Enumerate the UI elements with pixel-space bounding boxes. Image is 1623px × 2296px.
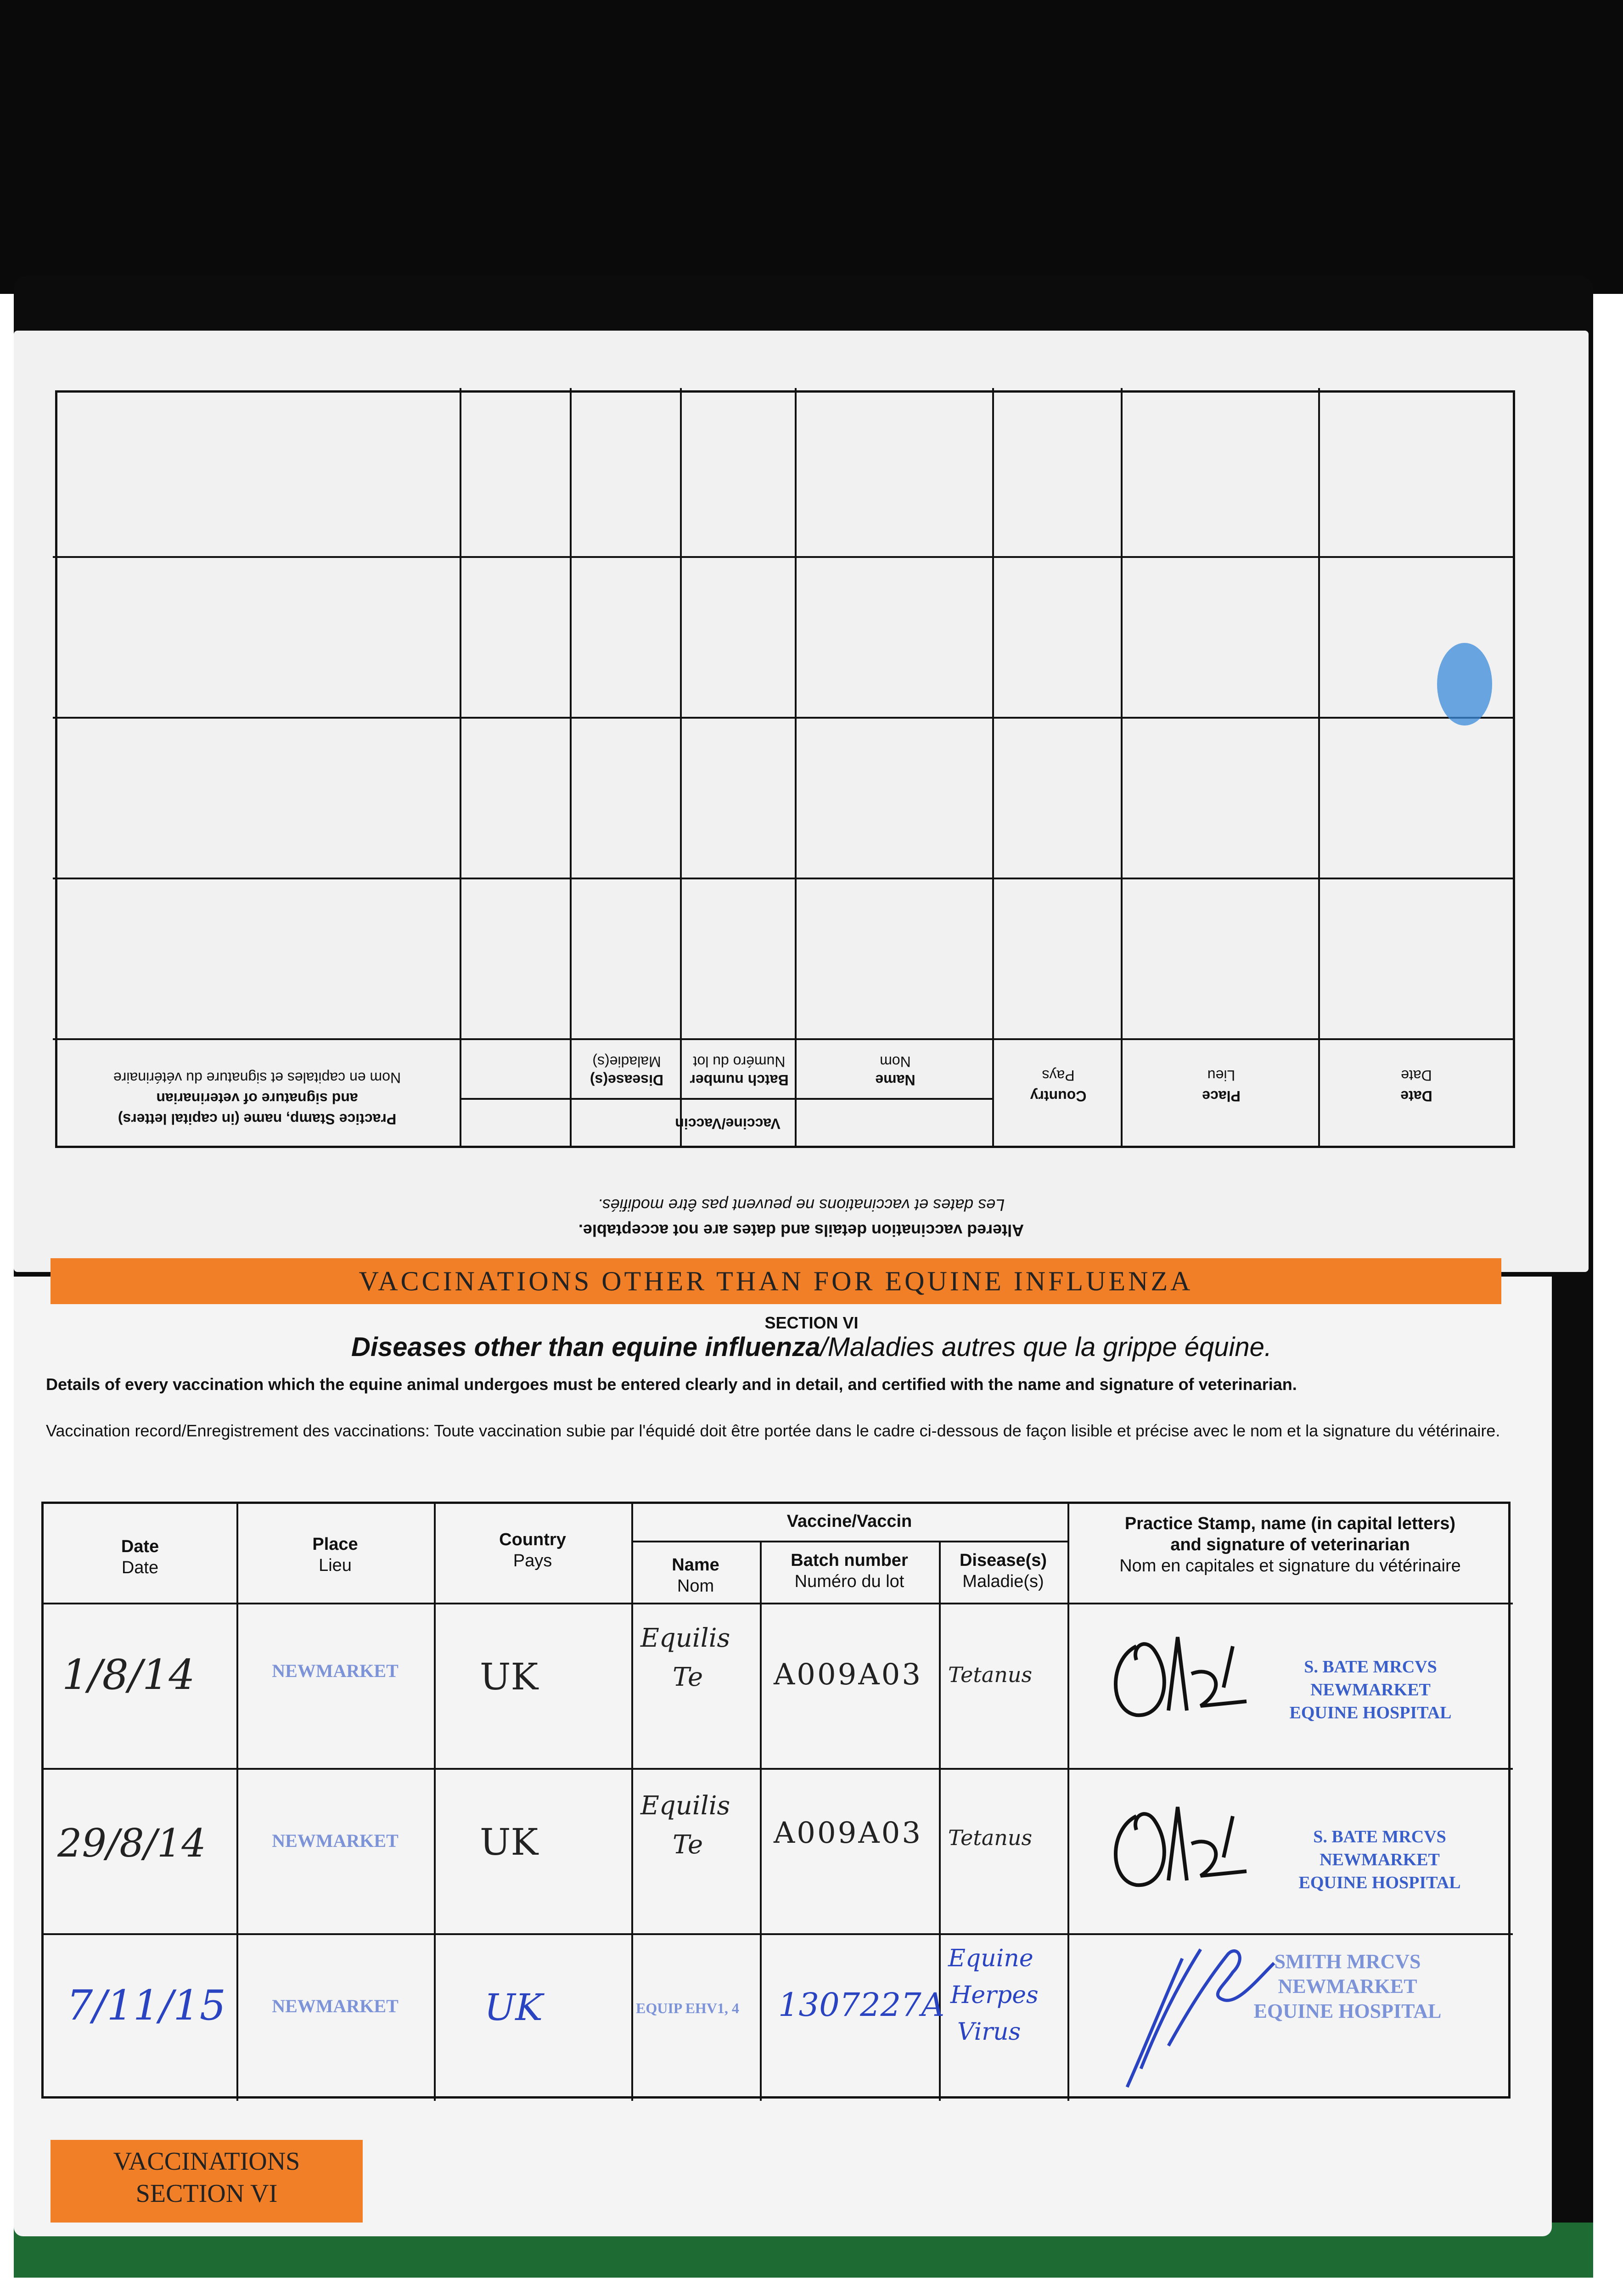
row2-batch: A009A03 — [774, 1816, 923, 1850]
upper-col-date-fr: Date — [1401, 1067, 1432, 1084]
upper-col-disease-fr: Maladie(s) — [592, 1053, 661, 1070]
row3-batch: 1307227A — [778, 1986, 945, 2024]
row1-date: 1/8/14 — [62, 1651, 195, 1699]
upper-col-name-fr: Nom — [880, 1053, 911, 1070]
upper-col-country: Country — [1030, 1088, 1087, 1104]
row3-country: UK — [484, 1986, 543, 2029]
upper-col-country-fr: Pays — [1042, 1067, 1075, 1084]
upper-col-practice-2: and signature of veterinarian — [156, 1090, 358, 1107]
upper-note-italic: Les dates et vaccinations ne peuvent pas être modifiés. — [597, 1196, 1005, 1215]
col-country: Country Pays — [499, 1530, 566, 1570]
row2-place-stamp: NEWMARKET — [272, 1830, 399, 1851]
scan-background — [0, 0, 1623, 294]
row2-signature — [1095, 1789, 1269, 1926]
upper-col-date: Date — [1400, 1088, 1432, 1104]
section-title-en: Diseases other than equine influenza — [351, 1332, 820, 1362]
upper-col-name: Name — [875, 1072, 915, 1088]
col-vaccine-group: Vaccine/Vaccin — [786, 1512, 912, 1531]
row2-name-line1: Equilis — [640, 1791, 730, 1821]
upper-col-place: Place — [1202, 1088, 1241, 1104]
upper-col-disease: Disease(s) — [590, 1072, 664, 1088]
upper-col-batch: Batch number — [690, 1072, 789, 1088]
upper-col-batch-fr: Numéro du lot — [693, 1053, 786, 1070]
row1-place-stamp: NEWMARKET — [272, 1660, 399, 1681]
upper-col-place-fr: Lieu — [1207, 1067, 1236, 1084]
row3-disease-line3: Virus — [957, 2018, 1021, 2046]
row1-batch: A009A03 — [774, 1658, 923, 1692]
col-practice: Practice Stamp, name (in capital letters) and signature of veterinarian Nom en capitales et signature du vétérinaire — [1119, 1514, 1461, 1576]
upper-col-practice-fr: Nom en capitales et signature du vétérinaire — [113, 1069, 401, 1086]
row2-disease: Tetanus — [948, 1825, 1033, 1850]
row3-place-stamp: NEWMARKET — [272, 1996, 399, 2016]
upper-note-bold: Altered vaccination details and dates are not acceptable. — [578, 1221, 1024, 1240]
row3-name-stamp: EQUIP EHV1, 4 — [636, 2000, 739, 2016]
row1-country: UK — [480, 1655, 539, 1698]
banner-title: VACCINATIONS OTHER THAN FOR EQUINE INFLUENZA — [359, 1266, 1193, 1296]
row3-disease-line1: Equine — [948, 1945, 1033, 1972]
row2-date: 29/8/14 — [57, 1821, 206, 1866]
details-french: Vaccination record/Enregistrement des vaccinations: Toute vaccination subie par l'équidé doit être portée dans le cadre ci-dessous de façon lisible et précise avec le nom et la signature du vétérinaire. — [46, 1421, 1500, 1440]
row1-name-line1: Equilis — [640, 1623, 730, 1653]
upper-vaccination-table — [55, 390, 1515, 1148]
section-title — [0, 1332, 1623, 1362]
row2-stamp: S. BATE MRCVS NEWMARKET EQUINE HOSPITAL — [1298, 1827, 1461, 1892]
row2-country: UK — [480, 1821, 539, 1863]
col-name: Name Nom — [672, 1555, 719, 1596]
section-label: SECTION VI — [764, 1313, 859, 1332]
section-tab-label[interactable]: VACCINATIONS SECTION VI — [113, 2147, 300, 2208]
section-title-fr: /Maladies autres que la grippe équine. — [820, 1332, 1272, 1362]
upper-col-vaccine: Vaccine/Vaccin — [675, 1115, 781, 1132]
upper-page — [14, 331, 1589, 1272]
row2-name-line2: Te — [673, 1830, 703, 1860]
col-date: Date Date — [121, 1537, 159, 1577]
col-disease: Disease(s) Maladie(s) — [959, 1551, 1047, 1591]
upper-col-practice: Practice Stamp, name (in capital letters) — [118, 1111, 397, 1127]
row1-name-line2: Te — [673, 1662, 703, 1692]
row1-disease: Tetanus — [948, 1662, 1033, 1687]
ink-blot — [1437, 643, 1492, 726]
row3-date: 7/11/15 — [67, 1981, 226, 2030]
row1-stamp: S. BATE MRCVS NEWMARKET EQUINE HOSPITAL — [1289, 1657, 1452, 1722]
row3-disease-line2: Herpes — [950, 1981, 1039, 2009]
row3-stamp: SMITH MRCVS NEWMARKET EQUINE HOSPITAL — [1253, 1950, 1442, 2022]
row1-signature — [1095, 1619, 1269, 1756]
col-batch: Batch number Numéro du lot — [791, 1551, 908, 1591]
col-place: Place Lieu — [312, 1535, 358, 1575]
vaccination-table — [41, 1502, 1511, 2099]
details-english: Details of every vaccination which the equine animal undergoes must be entered clearly and in detail, and certified with the name and signature of veterinarian. — [46, 1375, 1297, 1394]
